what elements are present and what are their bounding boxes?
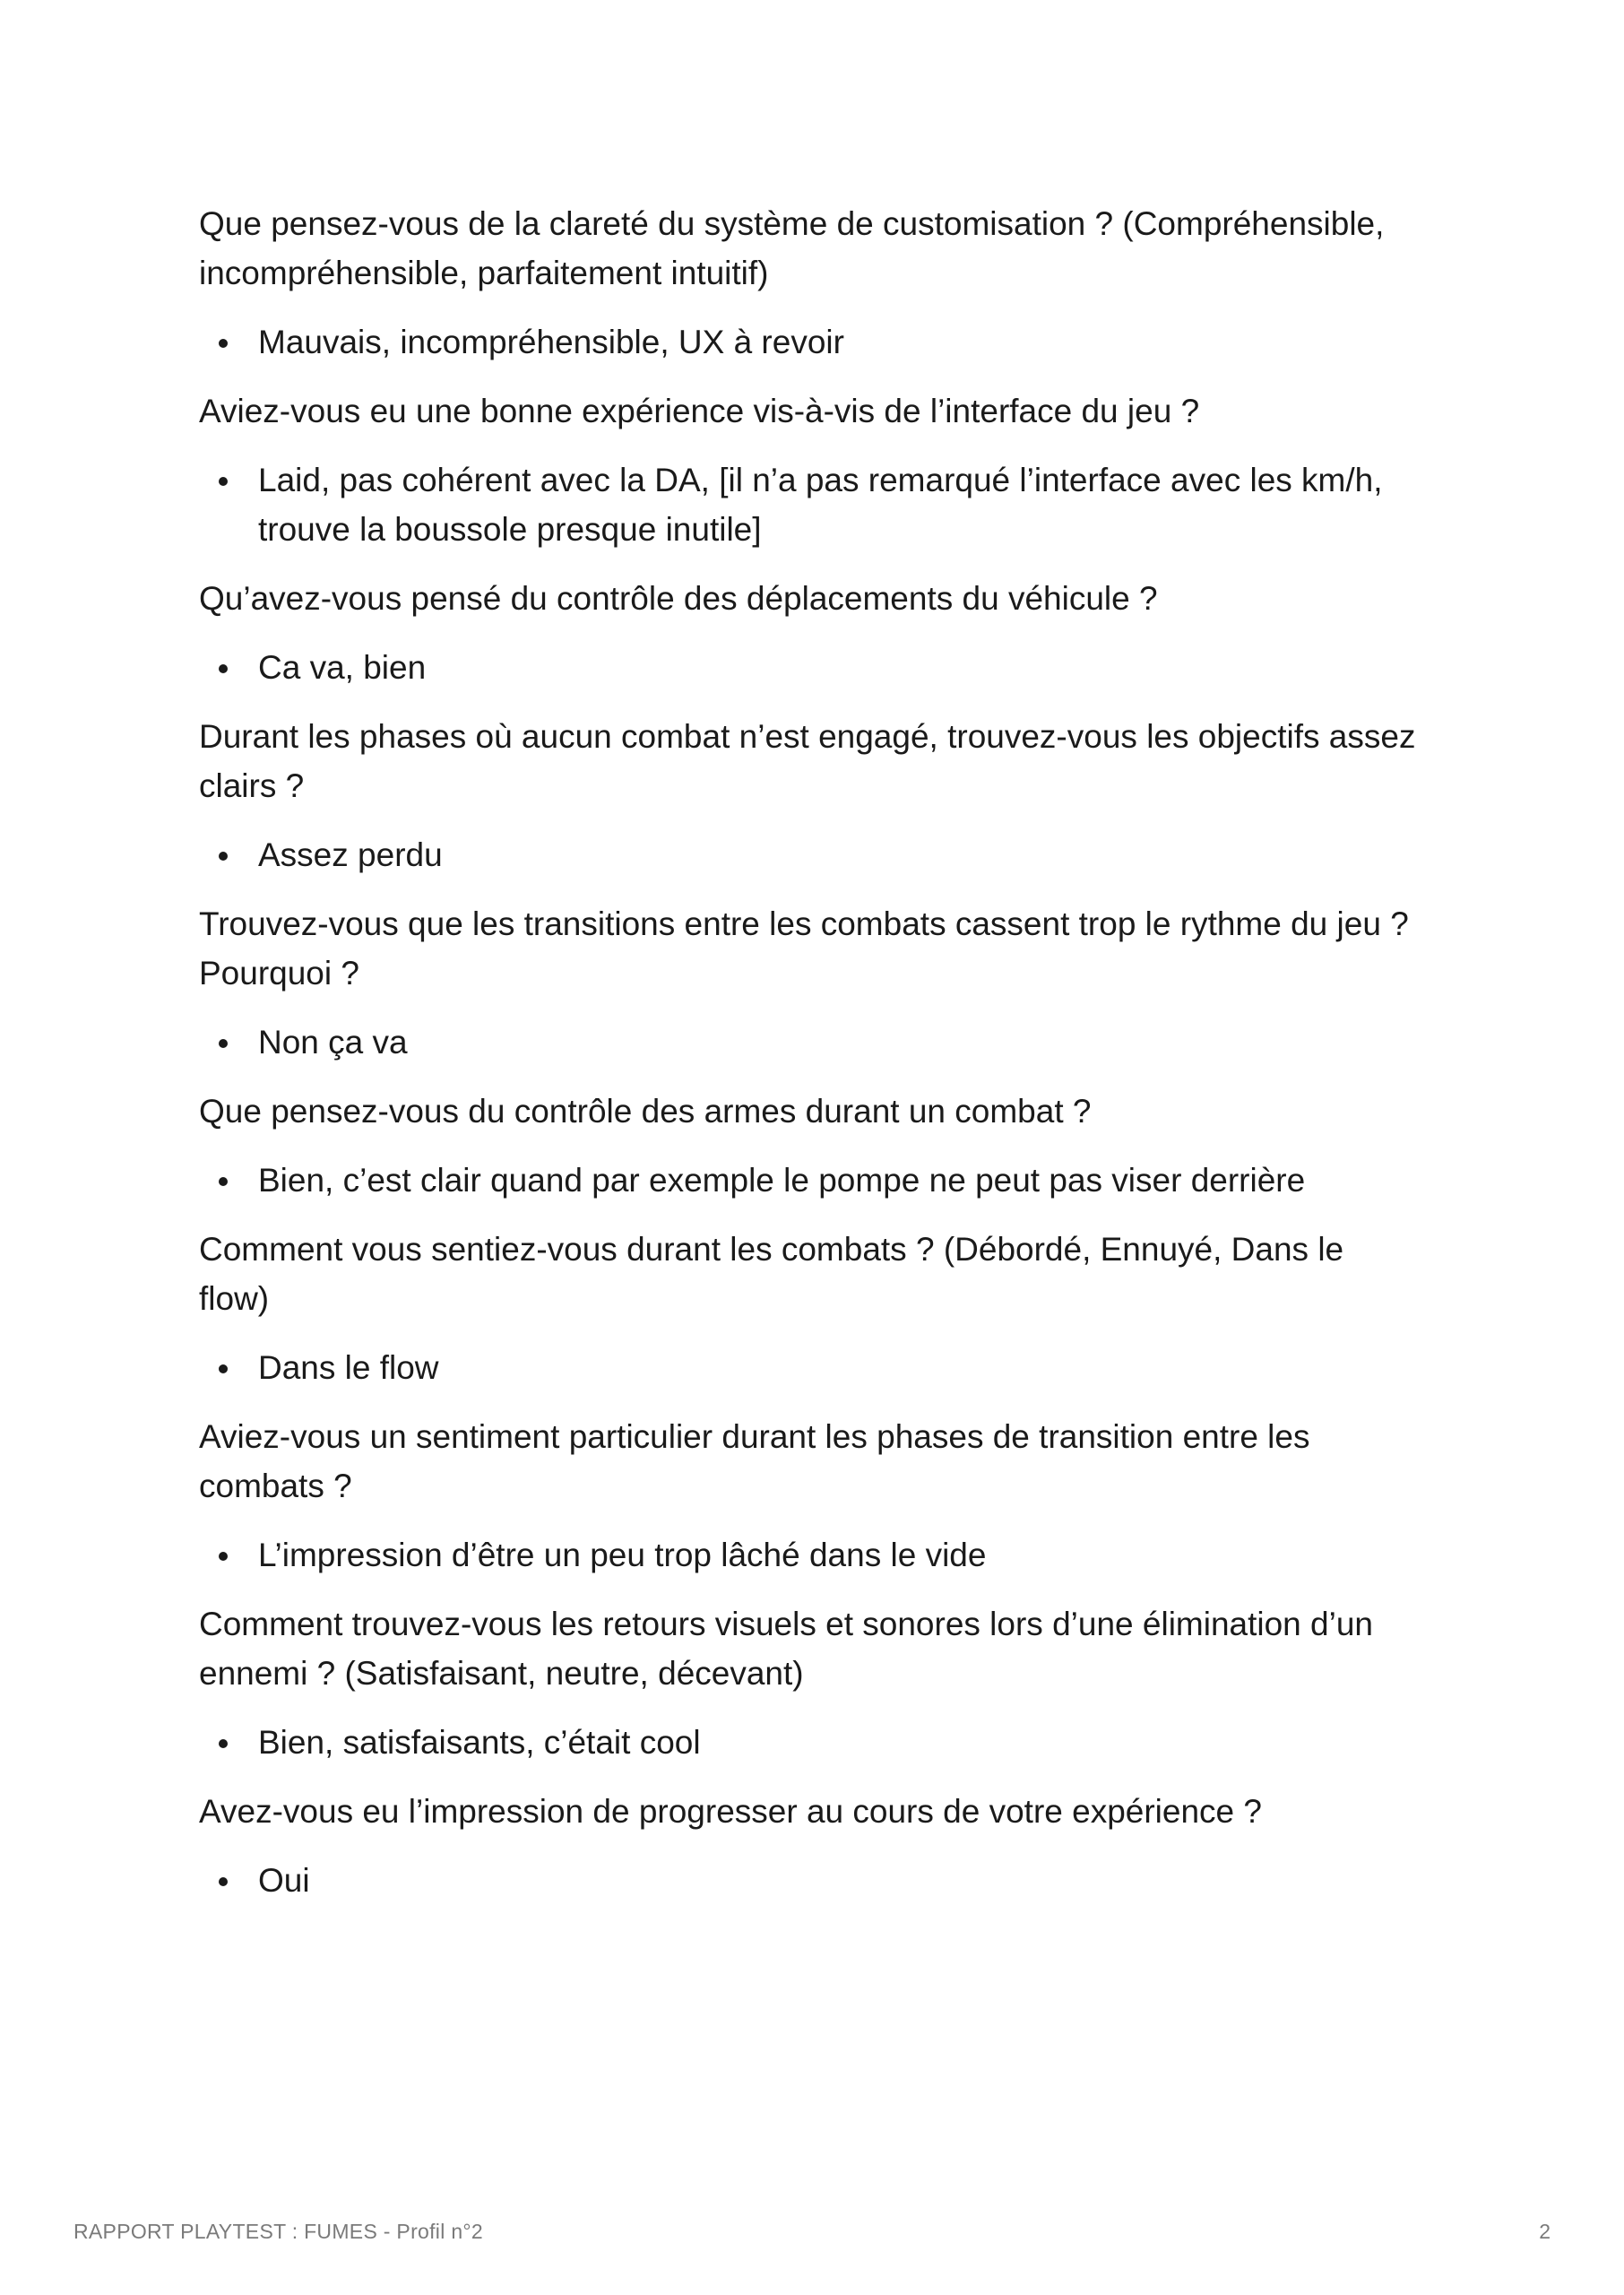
answer-list bbox=[199, 830, 1418, 879]
answer-item bbox=[199, 1156, 1418, 1205]
question-text: Que pensez-vous de la clareté du système de customisation ? (Compréhensible, incompréhensible, parfaitement intuitif) bbox=[199, 205, 1385, 291]
answer-text: Bien, satisfaisants, c’était cool bbox=[258, 1724, 701, 1761]
answer-list bbox=[199, 1530, 1418, 1580]
qa-block bbox=[199, 386, 1418, 554]
footer-title: RAPPORT PLAYTEST : FUMES - Profil n°2 bbox=[73, 2220, 483, 2243]
answer-list bbox=[199, 1856, 1418, 1905]
qa-block bbox=[199, 1087, 1418, 1205]
answer-text: L’impression d’être un peu trop lâché dans le vide bbox=[258, 1537, 987, 1573]
answer-text: Dans le flow bbox=[258, 1349, 439, 1386]
answer-text: Assez perdu bbox=[258, 836, 443, 873]
answer-item bbox=[199, 317, 1418, 367]
qa-block bbox=[199, 1787, 1418, 1905]
bullet-icon bbox=[219, 1877, 228, 1886]
question-text: Aviez-vous un sentiment particulier durant les phases de transition entre les combats ? bbox=[199, 1418, 1310, 1504]
answer-item bbox=[199, 455, 1418, 554]
answer-list bbox=[199, 1156, 1418, 1205]
question-text: Aviez-vous eu une bonne expérience vis-à-vis de l’interface du jeu ? bbox=[199, 393, 1200, 429]
answer-item bbox=[199, 643, 1418, 692]
bullet-icon bbox=[219, 1039, 228, 1048]
answer-text: Oui bbox=[258, 1862, 310, 1899]
question-text: Comment trouvez-vous les retours visuels et sonores lors d’une élimination d’un ennemi ? (Satisfaisant, neutre, décevant) bbox=[199, 1606, 1373, 1692]
answer-list bbox=[199, 643, 1418, 692]
bullet-icon bbox=[219, 1177, 228, 1186]
qa-block bbox=[199, 199, 1418, 367]
question-text: Trouvez-vous que les transitions entre les combats cassent trop le rythme du jeu ? Pourquoi ? bbox=[199, 905, 1409, 992]
answer-text: Laid, pas cohérent avec la DA, [il n’a pas remarqué l’interface avec les km/h, trouve la boussole presque inutile] bbox=[258, 462, 1383, 548]
answer-list bbox=[199, 317, 1418, 367]
question-text: Que pensez-vous du contrôle des armes durant un combat ? bbox=[199, 1093, 1092, 1130]
answer-text: Bien, c’est clair quand par exemple le pompe ne peut pas viser derrière bbox=[258, 1162, 1306, 1199]
answer-list bbox=[199, 1343, 1418, 1392]
question-text: Qu’avez-vous pensé du contrôle des déplacements du véhicule ? bbox=[199, 580, 1158, 617]
qa-block bbox=[199, 899, 1418, 1067]
answer-text: Ca va, bien bbox=[258, 649, 427, 686]
qa-block bbox=[199, 712, 1418, 879]
answer-item bbox=[199, 1718, 1418, 1767]
answer-item bbox=[199, 1343, 1418, 1392]
answer-item bbox=[199, 1530, 1418, 1580]
answer-item bbox=[199, 1856, 1418, 1905]
qa-block bbox=[199, 1412, 1418, 1580]
bullet-icon bbox=[219, 1364, 228, 1373]
bullet-icon bbox=[219, 664, 228, 673]
answer-list bbox=[199, 455, 1418, 554]
bullet-icon bbox=[219, 339, 228, 348]
answer-text: Non ça va bbox=[258, 1024, 408, 1061]
question-text: Comment vous sentiez-vous durant les combats ? (Débordé, Ennuyé, Dans le flow) bbox=[199, 1231, 1344, 1317]
qa-block bbox=[199, 1225, 1418, 1392]
page-footer bbox=[73, 2216, 1551, 2247]
qa-block bbox=[199, 574, 1418, 692]
answer-item bbox=[199, 1018, 1418, 1067]
bullet-icon bbox=[219, 1739, 228, 1748]
answer-text: Mauvais, incompréhensible, UX à revoir bbox=[258, 324, 844, 360]
answer-list bbox=[199, 1018, 1418, 1067]
answer-item bbox=[199, 830, 1418, 879]
bullet-icon bbox=[219, 852, 228, 861]
qa-block bbox=[199, 1599, 1418, 1767]
question-text: Avez-vous eu l’impression de progresser au cours de votre expérience ? bbox=[199, 1793, 1262, 1830]
question-text: Durant les phases où aucun combat n’est engagé, trouvez-vous les objectifs assez clairs ? bbox=[199, 718, 1416, 804]
page-number: 2 bbox=[1539, 2220, 1551, 2243]
bullet-icon bbox=[219, 477, 228, 486]
answer-list bbox=[199, 1718, 1418, 1767]
bullet-icon bbox=[219, 1552, 228, 1561]
questionnaire bbox=[199, 199, 1418, 1925]
